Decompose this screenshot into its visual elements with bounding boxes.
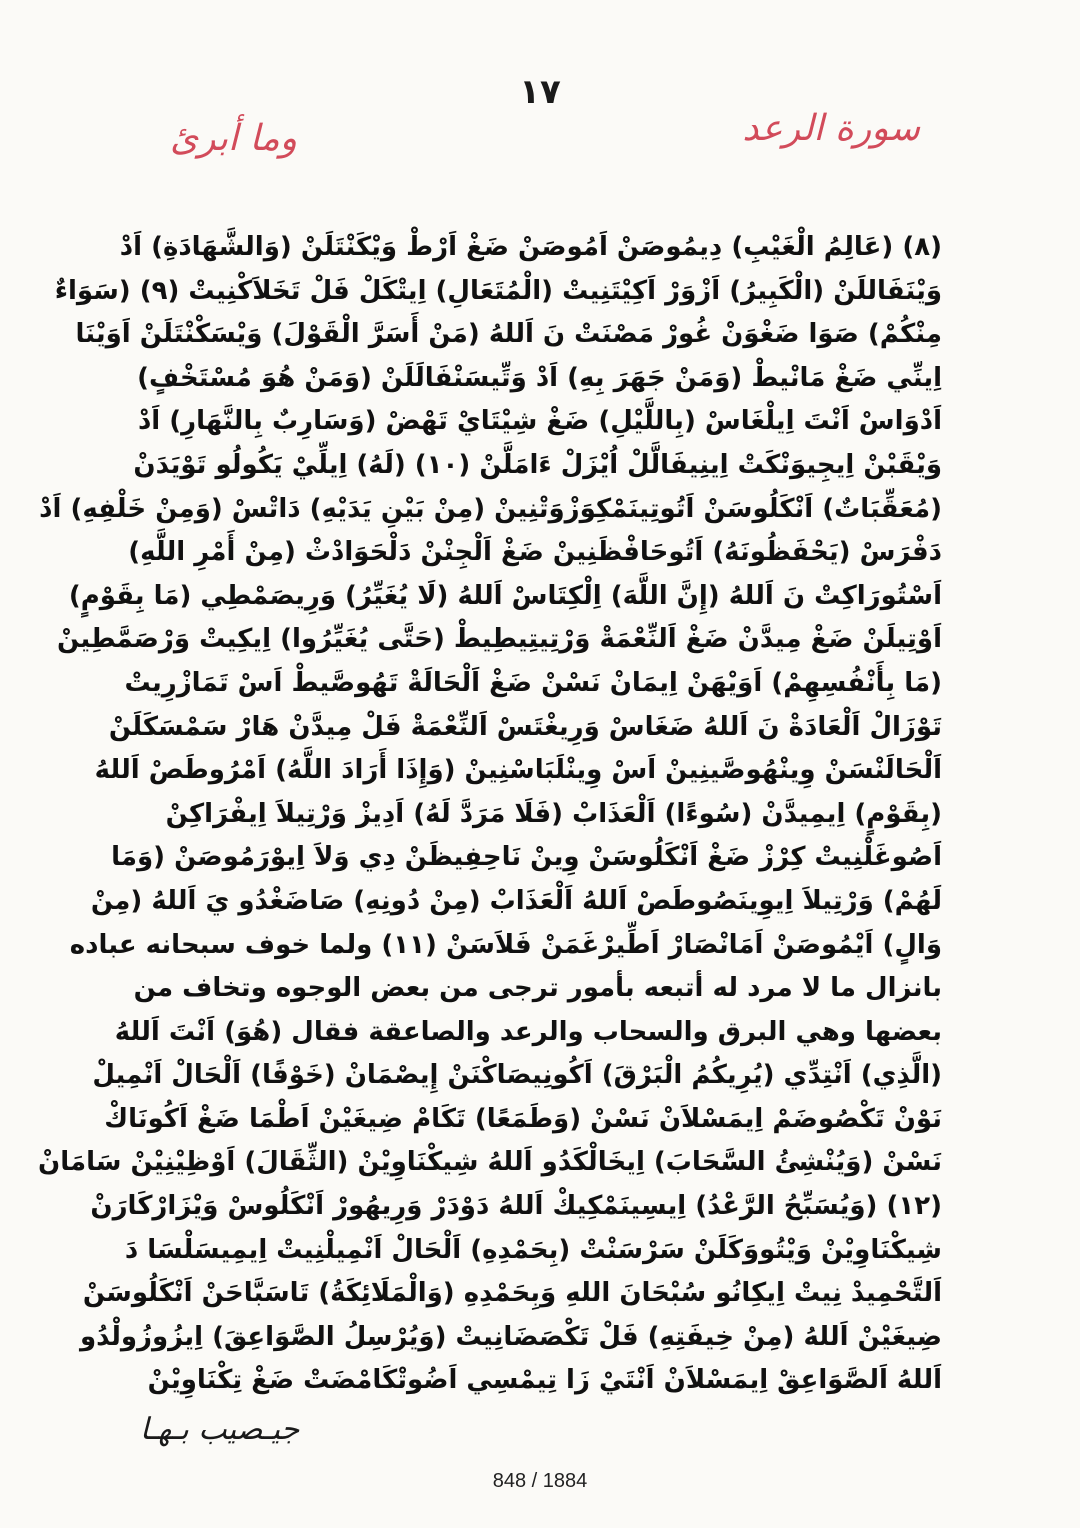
handwritten-surah-note: سورة الرعد — [742, 108, 920, 149]
text-line: وَالٍ) اَيْمُوصَنْ اَمَانْصَارْ اَطِّيرْغَمَنْ فَلاَسَنْ (١١) ولما خوف سبحانه عباده — [69, 929, 942, 960]
text-line: تَوْزَالْ اَلْعَادَةْ نَ اَللهُ ضَغَاسْ وَرِيغْتَسْ اَلنِّعْمَةْ فَلْ مِيدَّنْ هَارْ سَمْسَكَلَنْ — [108, 711, 942, 742]
text-line: (مُعَقِّبَاتٌ) اَنْكَلُوسَنْ اَتُوتِينَمْكِوَزْوَتْنِينْ (مِنْ بَيْنِ يَدَيْهِ) دَاتْسْ (وَمِنْ خَلْفِهِ) اَدْ — [39, 493, 942, 524]
text-line: اَصُوغَلْنِيتْ كِرْزْ ضَغْ اَنْكَلُوسَنْ وِينْ نَاحِفِيظَنْ دِي وَلاَ اِيوْرَمُوصَنْ (وَمَا — [111, 842, 942, 873]
text-line: (٨) (عَالِمُ الْغَيْبِ) دِيمُوصَنْ اَمُوصَنْ ضَغْ اَرْطْ وَيْكَنْتَلَنْ (وَالشَّهَادَةِ) اَدْ — [119, 232, 942, 262]
text-line: اِينِّي ضَغْ مَانْيطْ (وَمَنْ جَهَرَ بِهِ) اَدْ وَتِّيسَنْفَالَلَنْ (وَمَنْ هُوَ مُسْتَخْفٍ) — [137, 362, 942, 393]
text-line: اَدْوَاسْ اَنْتَ اِيلْغَاسْ (بِاللَّيْلِ) ضَغْ شِيْتَايْ تَهْضْ (وَسَارِبٌ بِالنَّهَارِ) اَدْ — [137, 406, 942, 437]
text-line: اَسْتُورَاكِتْ نَ اَللهُ (إِنَّ اللَّهَ) اِلْكِتَاسْ اَللهُ (لَا يُغَيِّرُ) وَرِيصَمْطِي (مَا بِقَوْمٍ) — [68, 580, 942, 611]
text-line: اَلتَّحْمِيدْ نِيتْ اِيكِانُو سُبْحَانَ اللهِ وَبِحَمْدِهِ (وَالْمَلَائِكَةُ) تَاسَبَّاحَنْ اَنْكَلُوسَنْ — [82, 1278, 942, 1309]
text-line: لَهُمْ) وَرْتِيلاَ اِيوِينَصُوطَصْ اَللهُ اَلْعَذَابْ (مِنْ دُونِهِ) صَاضَغْدُو يَ اَللهُ (مِنْ — [90, 885, 942, 916]
text-line: شِيكْنَاوِيْنْ وَيْتُووَكَلَنْ سَرْسَنْتْ (بِحَمْدِهِ) اَلْحَالْ اَنْمِيلْنِيتْ اِيمِيسَلْسَا دَ — [124, 1234, 942, 1265]
text-line: (١٢) (وَيُسَبِّحُ الرَّعْدُ) اِيسِينَمْكِيكْ اَللهُ دَوْدَرْ وَرِيهُورْ اَنْكَلُوسْ وَيْزَارْكَارَنْ — [90, 1191, 942, 1222]
text-line: دَفْرَسْ (يَحْفَظُونَهُ) اَتُوحَافْظَنِينْ ضَغْ اَلْجِنْنْ دَلْحَوَادْثْ (مِنْ أَمْرِ اللَّهِ) — [128, 537, 942, 568]
handwritten-signature: جيـصيب بـهـا — [140, 1412, 300, 1447]
text-line: اَوْتِيلَنْ ضَغْ مِيدَّنْ ضَغْ اَلنِّعْمَةْ وَرْتِيتِيطِيطْ (حَتَّى يُغَيِّرُوا) اِيكِيتْ وَرْصَمَّطِينْ — [57, 624, 942, 655]
text-line: (الَّذِي) اَنْتِدِّي (يُرِيكُمُ الْبَرْقَ) اَكُونِيصَاكْنَنْ إِيصْمَانْ (خَوْفًا) اَلْحَالْ اَنْمِيلْ — [92, 1060, 942, 1091]
text-line: اَلْحَالَنْسَنْ وِينْهُوصَّينِينْ اَسْ وِينْلَبَاسْنِينْ (وَإِذَا أَرَادَ اللَّهُ) اَمْرُوطَصْ اَللهُ — [94, 755, 942, 786]
commentary-text — [38, 226, 942, 1396]
text-line: بعضها وهي البرق والسحاب والرعد والصاعقة فقال (هُوَ) اَنْتَ اَللهُ — [114, 1016, 942, 1047]
text-line: اَللهُ اَلصَّوَاعِقْ اِيمَسْلاَنْ اَنْتَيْ زَا تِيمْسِي اَضُوتْكَامْضَتْ ضَغْ تِكْنَاوِيْنْ — [147, 1365, 942, 1396]
text-line: وَيْنَفَاللَنْ (الْكَبِيرُ) اَزْوَرْ اَكِيْتَنِيتْ (الْمُتَعَالِ) اِيتْكَلْ فَلْ تَخَلاَكْنِيتْ (٩) (سَوَاءٌ — [54, 275, 942, 306]
text-line: وَيْقَبْنْ اِيجِيوَنْكَتْ اِينِيفَالَّلْ اُيْزَلْ ءَامَلَّنْ (١٠) (لَهُ) اِيلِّيْ يَكُولُو تَوْيَدَنْ — [133, 449, 942, 480]
text-line: مِنْكُمْ) صَوَا ضَغْوَنْ غُورْ مَصْنَتْ نَ اَللهُ (مَنْ أَسَرَّ الْقَوْلَ) وَيْسَكْنْتَلَنْ اَوَيْنَا — [75, 319, 942, 350]
text-line: ضِيغَيْنْ اَللهُ (مِنْ خِيفَتِهِ) فَلْ تَكْصَضَانِيتْ (وَيُرْسِلُ الصَّوَاعِقَ) اِيزُوزُولْدُو — [79, 1321, 942, 1352]
page-counter: 848 / 1884 — [492, 1470, 588, 1492]
page-number: ١٧ — [519, 72, 561, 112]
text-line: نَوْنْ تَكْصُوضَمْ اِيمَسْلاَنْ نَسْنْ (وَطَمَعًا) تَكَامْ ضِيغَيْنْ اَطْمَا ضَغْ اَكُونَاكْ — [104, 1103, 942, 1134]
handwritten-verse-note: وما أبرئ — [170, 118, 298, 159]
text-line: بانزال ما لا مرد له أتبعه بأمور ترجى من بعض الوجوه وتخاف من — [133, 973, 942, 1004]
text-line: نَسْنْ (وَيُنْشِئُ السَّحَابَ) اِيخَالْكَدُو اَللهُ شِيكْنَاوِيْنْ (الثِّقَالَ) اَوْظِيْنِيْنْ سَامَانْ — [38, 1147, 942, 1178]
text-line: (مَا بِأَنْفُسِهِمْ) اَوَيْهَنْ اِيمَانْ نَسْنْ ضَغْ اَلْحَالَةْ تَهُوصَّيطْ اَسْ تَمَازْرِيتْ — [124, 667, 942, 698]
text-line: (بِقَوْمٍ) اِيمِيدَّنْ (سُوءًا) اَلْعَذَابْ (فَلَا مَرَدَّ لَهُ) اَدِيزْ وَرْتِيلاَ اِيفْرَاكِنْ — [165, 798, 942, 829]
